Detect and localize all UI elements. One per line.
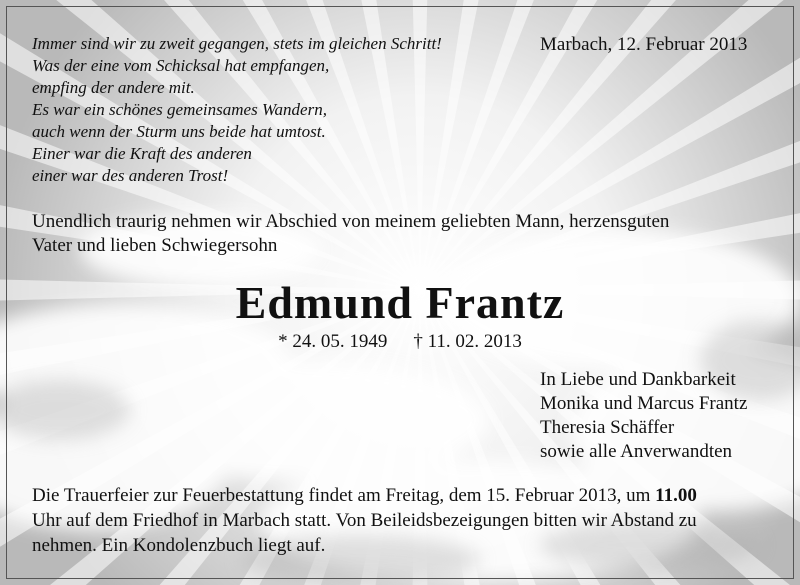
poem-line: auch wenn der Sturm uns beide hat umtost. bbox=[32, 122, 326, 141]
service-text: Die Trauerfeier zur Feuerbestattung findet am Freitag, dem 15. Februar 2013, um bbox=[32, 485, 656, 506]
service-line bbox=[32, 483, 772, 508]
deceased-name: Edmund Frantz bbox=[235, 277, 565, 328]
farewell-text bbox=[32, 210, 772, 258]
mourner-line: Theresia Schäffer bbox=[540, 417, 675, 438]
poem-line: empfing der andere mit. bbox=[32, 78, 195, 97]
place-date: Marbach, 12. Februar 2013 bbox=[540, 34, 748, 55]
mourner-line: sowie alle Anverwandten bbox=[540, 441, 733, 462]
mourners bbox=[540, 368, 747, 464]
service-line: Uhr auf dem Friedhof in Marbach statt. Von Beileidsbezeigungen bitten wir Abstand zu bbox=[32, 510, 697, 531]
service-time: 11.00 bbox=[655, 485, 697, 506]
mourner-line: Monika und Marcus Frantz bbox=[540, 393, 748, 414]
death-date: † 11. 02. 2013 bbox=[413, 331, 522, 352]
farewell-line: Vater und lieben Schwiegersohn bbox=[32, 235, 278, 256]
mourner-line: In Liebe und Dankbarkeit bbox=[540, 369, 736, 390]
service-line: nehmen. Ein Kondolenzbuch liegt auf. bbox=[32, 535, 326, 556]
birth-date: * 24. 05. 1949 bbox=[278, 331, 388, 352]
poem-line: Immer sind wir zu zweit gegangen, stets im gleichen Schritt! bbox=[32, 34, 442, 53]
life-dates bbox=[0, 331, 800, 353]
farewell-line: Unendlich traurig nehmen wir Abschied von meinem geliebten Mann, herzensguten bbox=[32, 211, 670, 232]
funeral-service-info bbox=[32, 483, 772, 558]
poem-line: Es war ein schönes gemeinsames Wandern, bbox=[32, 100, 327, 119]
poem-line: einer war des anderen Trost! bbox=[32, 166, 229, 185]
poem bbox=[32, 33, 442, 187]
poem-line: Was der eine vom Schicksal hat empfangen, bbox=[32, 56, 330, 75]
poem-line: Einer war die Kraft des anderen bbox=[32, 144, 252, 163]
